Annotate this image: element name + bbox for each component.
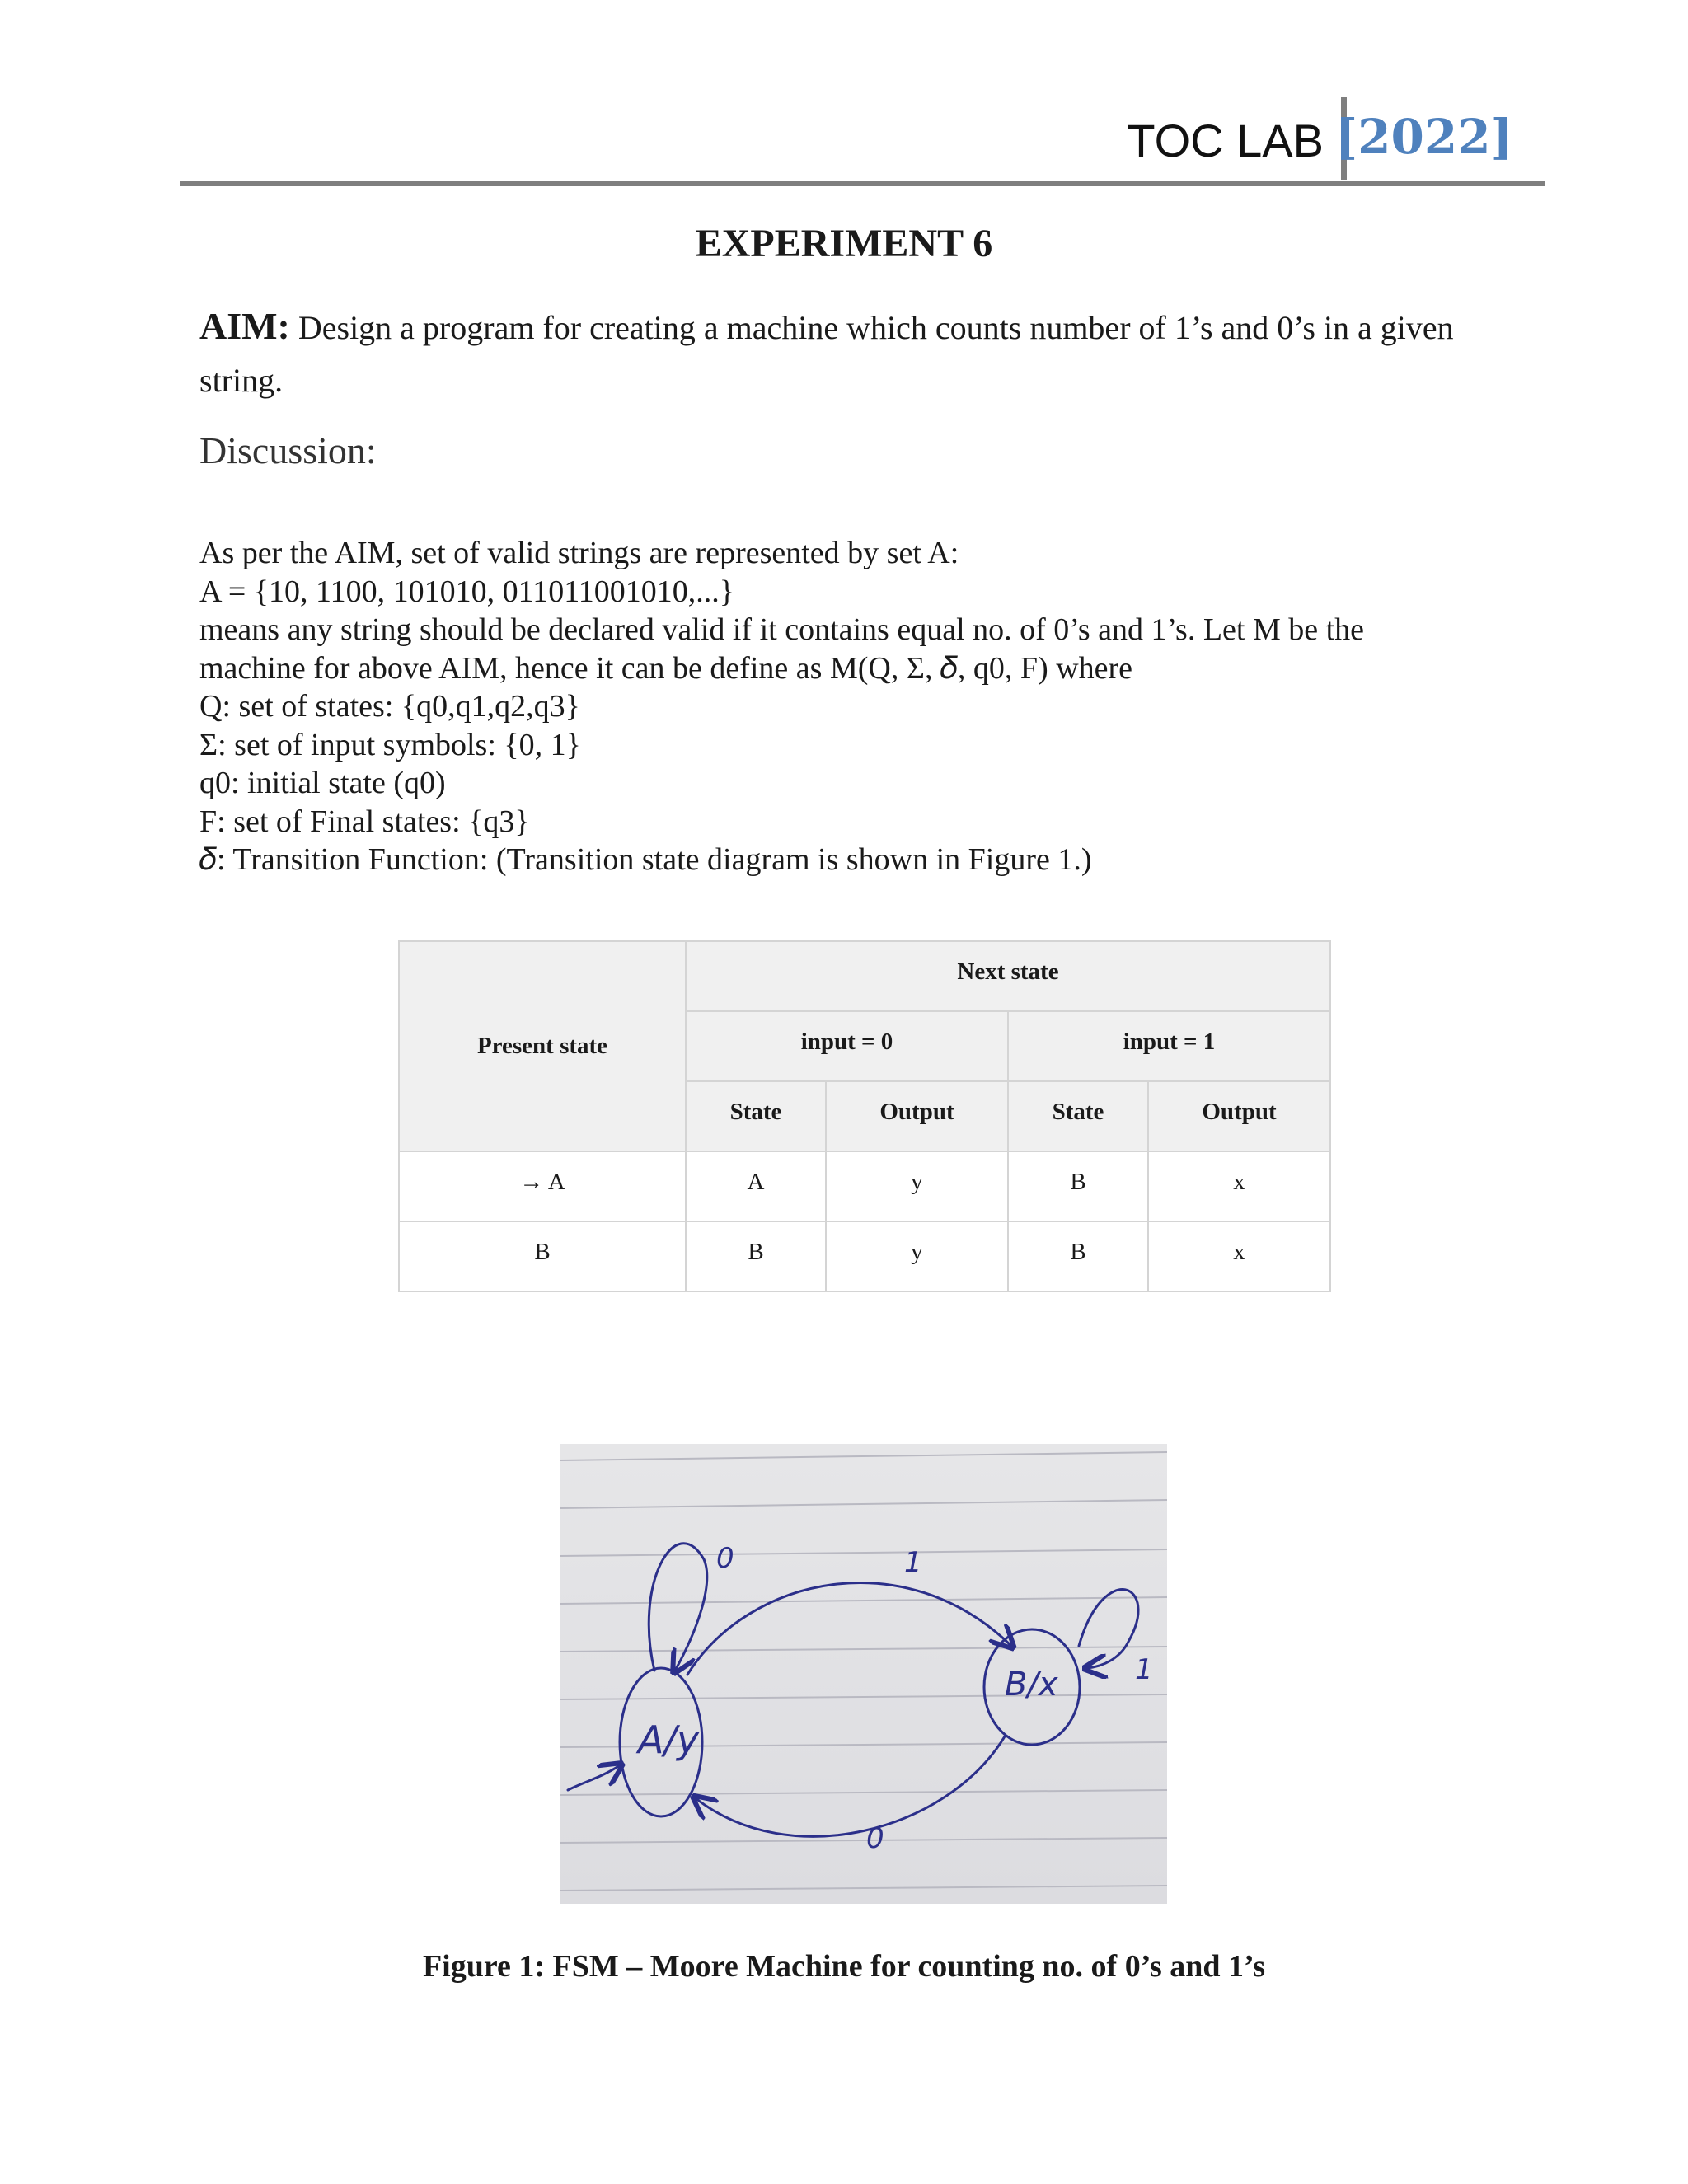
next-state-cell: B (1008, 1221, 1148, 1291)
body-line: As per the AIM, set of valid strings are represented by set A: (199, 536, 959, 570)
aim-label: AIM: (199, 305, 290, 347)
body-line: 𝛿: Transition Function: (Transition state diagram is shown in Figure 1.) (199, 842, 1092, 877)
discussion-heading: Discussion: (199, 429, 377, 471)
body-line: A = {10, 1100, 101010, 011011001010,...} (199, 574, 735, 609)
fsm-figure-photo (560, 1444, 1167, 1904)
body-line: machine for above AIM, hence it can be define as M(Q, Σ, 𝛿, q0, F) where (199, 650, 1133, 686)
transition-label-top: 1 (904, 1546, 922, 1579)
next-state-cell: A (686, 1151, 826, 1221)
output-header: Output (1148, 1081, 1330, 1151)
loop-b-arrow (1079, 1590, 1138, 1668)
table-row (399, 1221, 1330, 1291)
state-a-label: A/y (638, 1718, 700, 1762)
table-row (399, 1151, 1330, 1221)
output-cell: y (826, 1221, 1008, 1291)
body-line: means any string should be declared valid if it contains equal no. of 0’s and 1’s. Let M be the (199, 612, 1365, 647)
year-label: [2022] (1334, 109, 1513, 165)
figure-caption: Figure 1: FSM – Moore Machine for counting no. of 0’s and 1’s (422, 1949, 1266, 1984)
loop-a-label: 0 (716, 1542, 734, 1575)
output-header: Output (826, 1081, 1008, 1151)
fsm-diagram (560, 1444, 1167, 1904)
arrow-b-to-a (696, 1736, 1005, 1836)
discussion-body (199, 534, 1518, 879)
output-cell: y (826, 1151, 1008, 1221)
input0-header: input = 0 (686, 1011, 1008, 1081)
experiment-title: EXPERIMENT 6 (695, 222, 993, 265)
body-line: F: set of Final states: {q3} (199, 804, 530, 839)
input1-header: input = 1 (1008, 1011, 1330, 1081)
present-state-cell: B (399, 1221, 686, 1291)
next-state-header: Next state (686, 941, 1330, 1011)
arrow-a-to-b (687, 1583, 1011, 1675)
next-state-cell: B (686, 1221, 826, 1291)
state-header: State (1008, 1081, 1148, 1151)
present-state-cell: → A (399, 1151, 686, 1221)
course-title: TOC LAB (1127, 115, 1324, 166)
output-cell: x (1148, 1221, 1330, 1291)
loop-b-label: 1 (1135, 1653, 1153, 1686)
state-b-label: B/x (1005, 1666, 1058, 1704)
transition-label-bottom: 0 (866, 1822, 884, 1855)
next-state-cell: B (1008, 1151, 1148, 1221)
start-arrow (568, 1765, 620, 1790)
table-header-row (399, 941, 1330, 1011)
body-line: Σ: set of input symbols: {0, 1} (199, 727, 581, 762)
aim-text: Design a program for creating a machine which counts number of 1’s and 0’s in a given string. (199, 309, 1454, 399)
state-table (398, 940, 1331, 1292)
output-cell: x (1148, 1151, 1330, 1221)
present-state-header: Present state (399, 941, 686, 1151)
body-line: q0: initial state (q0) (199, 766, 446, 800)
body-line: Q: set of states: {q0,q1,q2,q3} (199, 689, 580, 724)
aim-paragraph (199, 300, 1485, 407)
state-header: State (686, 1081, 826, 1151)
page-header (180, 97, 1545, 186)
